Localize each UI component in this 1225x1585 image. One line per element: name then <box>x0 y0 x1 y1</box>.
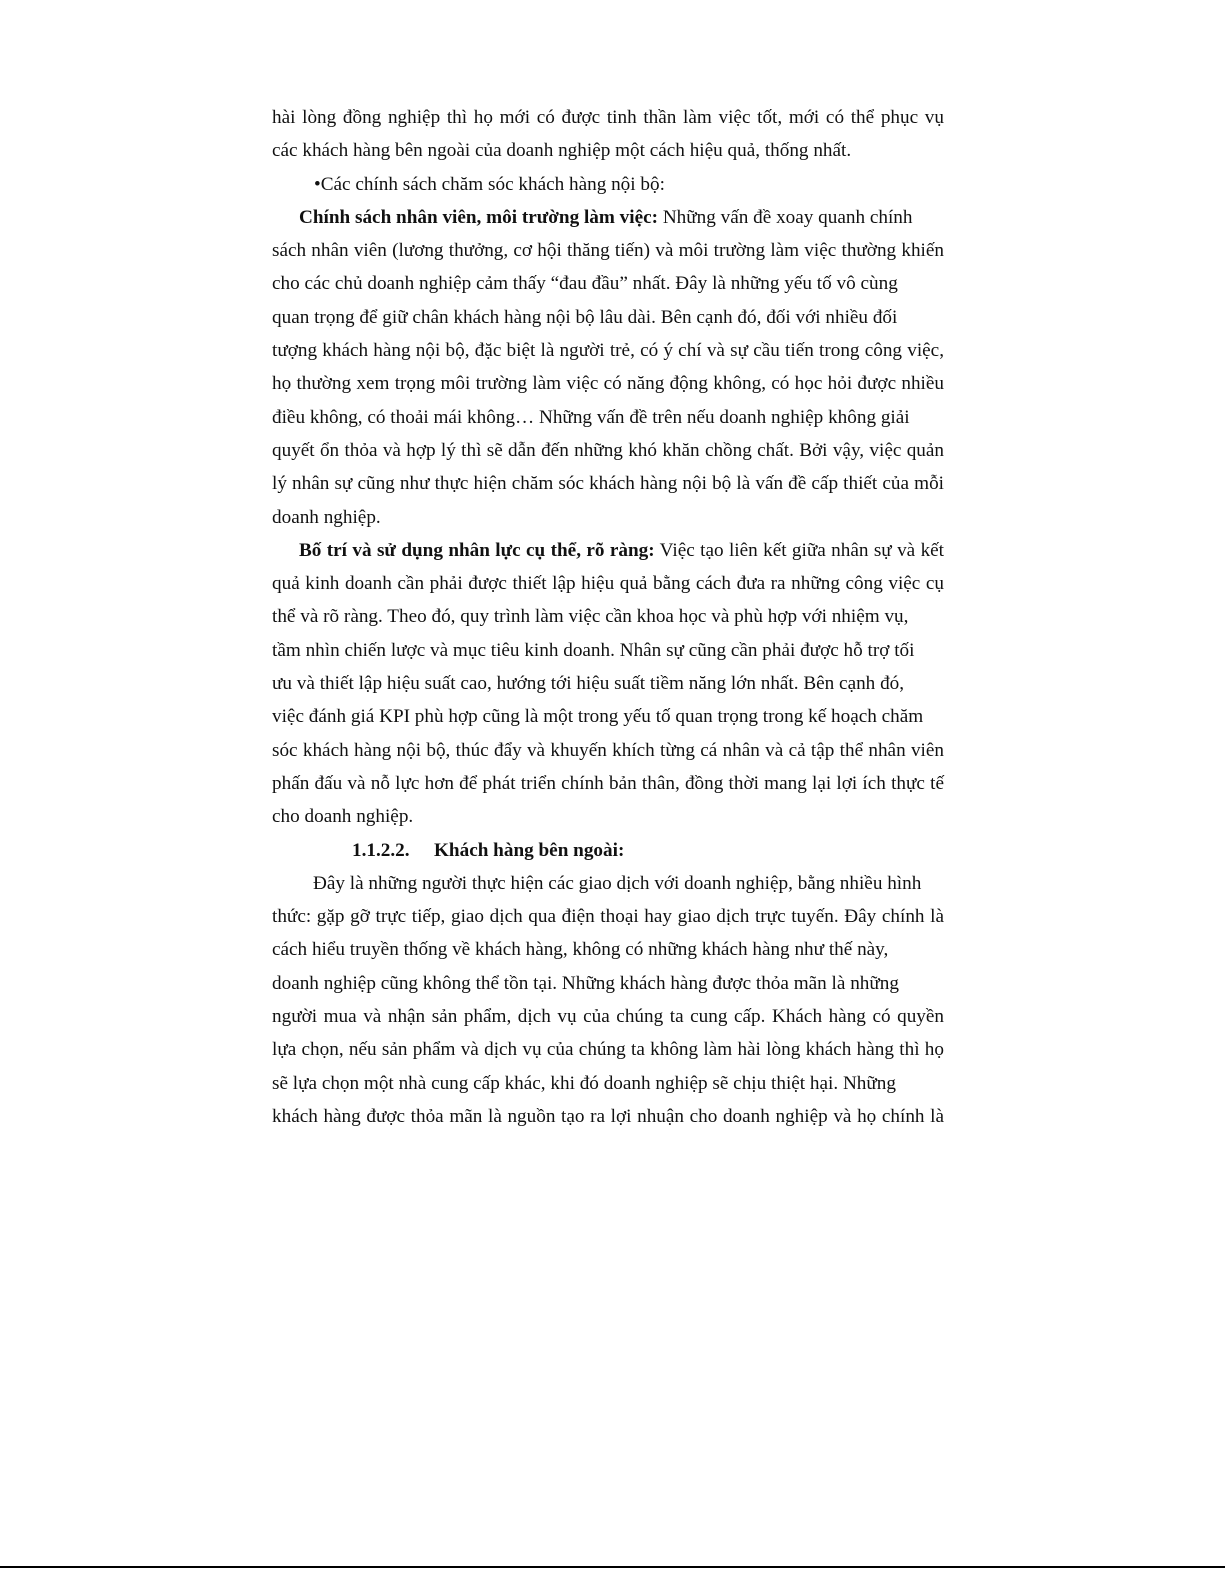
text-line: lựa chọn, nếu sản phẩm và dịch vụ của chúng ta không làm hài lòng khách hàng thì họ <box>272 1039 944 1061</box>
text-line: doanh nghiệp. <box>272 506 381 528</box>
text-line: doanh nghiệp cũng không thể tồn tại. Những khách hàng được thỏa mãn là những <box>272 972 899 994</box>
text-line: quan trọng để giữ chân khách hàng nội bộ lâu dài. Bên cạnh đó, đối với nhiều đối <box>272 306 898 328</box>
bold-lead-in: Chính sách nhân viên, môi trường làm việc: <box>299 206 659 228</box>
text-line: sách nhân viên (lương thưởng, cơ hội thăng tiến) và môi trường làm việc thường khiến <box>272 240 944 262</box>
text-line: thức: gặp gỡ trực tiếp, giao dịch qua điện thoại hay giao dịch trực tuyến. Đây chính là <box>272 906 944 928</box>
section-heading <box>272 834 944 867</box>
text-line: hài lòng đồng nghiệp thì họ mới có được tinh thần làm việc tốt, mới có thể phục vụ <box>272 107 944 128</box>
text-line: cách hiểu truyền thống về khách hàng, không có những khách hàng như thế này, <box>272 939 889 961</box>
document-body <box>272 101 944 1133</box>
bullet-line: •Các chính sách chăm sóc khách hàng nội bộ: <box>314 173 665 195</box>
text-line: ưu và thiết lập hiệu suất cao, hướng tới hiệu suất tiềm năng lớn nhất. Bên cạnh đó, <box>272 673 905 695</box>
text-line: khách hàng được thỏa mãn là nguồn tạo ra lợi nhuận cho doanh nghiệp và họ chính là <box>272 1105 944 1127</box>
text-line: thể và rõ ràng. Theo đó, quy trình làm việc cần khoa học và phù hợp với nhiệm vụ, <box>272 606 909 628</box>
paragraph-start-line: Đây là những người thực hiện các giao dịch với doanh nghiệp, bằng nhiều hình <box>313 872 922 894</box>
text-line: các khách hàng bên ngoài của doanh nghiệp một cách hiệu quả, thống nhất. <box>272 140 852 162</box>
text-line: cho các chủ doanh nghiệp cảm thấy “đau đầu” nhất. Đây là những yếu tố vô cùng <box>272 273 898 295</box>
text-line: sóc khách hàng nội bộ, thúc đẩy và khuyến khích từng cá nhân và cả tập thể nhân viên <box>272 739 944 761</box>
text-line: lý nhân sự cũng như thực hiện chăm sóc khách hàng nội bộ là vấn đề cấp thiết của mỗi <box>272 473 944 495</box>
text-line: phấn đấu và nỗ lực hơn để phát triển chính bản thân, đồng thời mang lại lợi ích thực tế <box>272 772 944 794</box>
text-line: quả kinh doanh cần phải được thiết lập hiệu quả bằng cách đưa ra những công việc cụ <box>272 573 944 595</box>
text-run: Những vấn đề xoay quanh chính <box>658 206 913 228</box>
text-line: người mua và nhận sản phẩm, dịch vụ của chúng ta cung cấp. Khách hàng có quyền <box>272 1006 944 1028</box>
text-line: điều không, có thoải mái không… Những vấn đề trên nếu doanh nghiệp không giải <box>272 406 910 428</box>
section-title: Khách hàng bên ngoài: <box>434 839 625 861</box>
text-line: việc đánh giá KPI phù hợp cũng là một trong yếu tố quan trọng trong kế hoạch chăm <box>272 706 924 728</box>
text-line: quyết ổn thỏa và hợp lý thì sẽ dẫn đến những khó khăn chồng chất. Bởi vậy, việc quản <box>272 439 944 461</box>
text-line: cho doanh nghiệp. <box>272 806 414 828</box>
paragraph-start-line <box>272 534 944 567</box>
bold-lead-in: Bố trí và sử dụng nhân lực cụ thể, rõ ràng: <box>299 539 655 561</box>
page-bottom-border <box>0 1566 1225 1568</box>
paragraph-start-line <box>272 201 944 234</box>
text-line: tượng khách hàng nội bộ, đặc biệt là người trẻ, có ý chí và sự cầu tiến trong công việc, <box>272 340 944 362</box>
text-run: Việc tạo liên kết giữa nhân sự và kết <box>654 539 945 561</box>
section-number: 1.1.2.2. <box>352 839 410 861</box>
text-line: sẽ lựa chọn một nhà cung cấp khác, khi đó doanh nghiệp sẽ chịu thiệt hại. Những <box>272 1072 896 1094</box>
text-line: tầm nhìn chiến lược và mục tiêu kinh doanh. Nhân sự cũng cần phải được hỗ trợ tối <box>272 639 915 661</box>
text-line: họ thường xem trọng môi trường làm việc có năng động không, có học hỏi được nhiều <box>272 373 944 395</box>
